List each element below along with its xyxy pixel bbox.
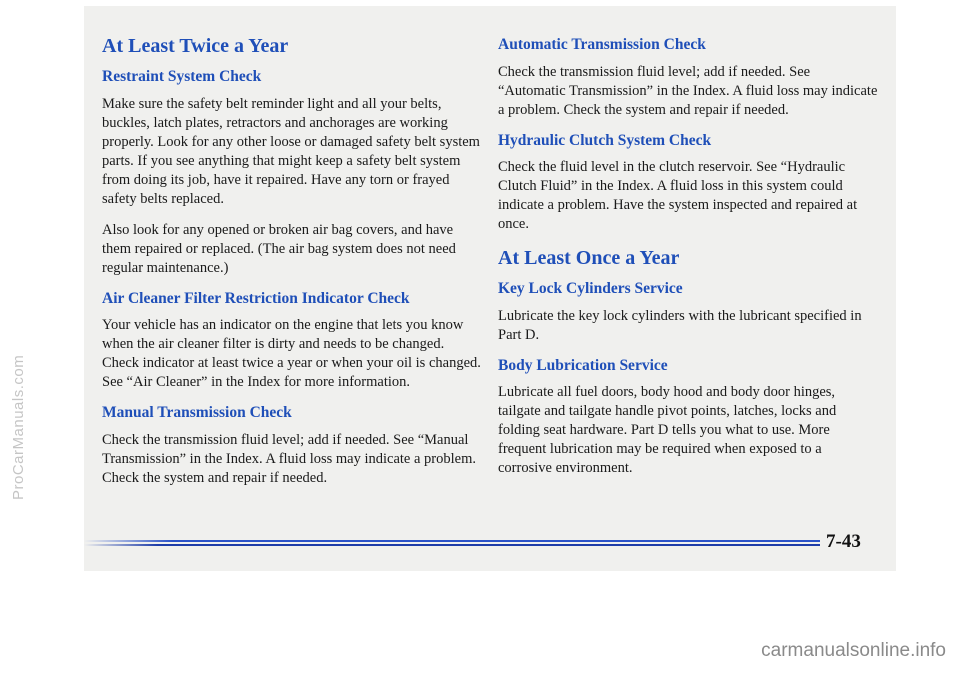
footer-rule-line-top (84, 540, 820, 542)
heading-key-lock-service: Key Lock Cylinders Service (498, 280, 683, 298)
side-watermark: ProCarManuals.com (10, 354, 27, 500)
heading-air-cleaner-check: Air Cleaner Filter Restriction Indicator Check (102, 289, 410, 307)
body-lubrication-paragraph: Lubricate all fuel doors, body hood and body door hinges, tailgate and tailgate handle pivot points, latches, locks and folding seat hardware. Part D tells you what to use. More frequent lubrication may be required when exposed to a corrosive environment. (498, 384, 837, 477)
manual-transmission-paragraph: Check the transmission fluid level; add if needed. See “Manual Transmission” in the Index. A fluid loss may indicate a problem. Check the system and repair if needed. (102, 431, 477, 486)
restraint-paragraph-2: Also look for any opened or broken air bag covers, and have them repaired or replaced. (The air bag system does not need regular maintenance.) (102, 221, 456, 276)
hydraulic-clutch-paragraph: Check the fluid level in the clutch reservoir. See “Hydraulic Clutch Fluid” in the Index. A fluid loss in this system could indicate a problem. Have the system inspected and repaired at once. (498, 159, 858, 233)
heading-restraint-system-check: Restraint System Check (102, 68, 262, 85)
heading-manual-transmission-check: Manual Transmission Check (102, 404, 292, 422)
air-cleaner-paragraph: Your vehicle has an indicator on the engine that lets you know when the air cleaner filter is dirty and needs to be changed. Check indicator at least twice a year or when your oil is changed. See “Air Cleaner” in the Index for more information. (102, 317, 481, 391)
footer-rule (84, 540, 820, 548)
heading-body-lubrication-service: Body Lubrication Service (498, 356, 668, 374)
heading-hydraulic-clutch-check: Hydraulic Clutch System Check (498, 131, 712, 149)
heading-automatic-transmission-check: Automatic Transmission Check (498, 36, 706, 53)
restraint-paragraph-1: Make sure the safety belt reminder light and all your belts, buckles, latch plates, retractors and anchorages are working properly. Look for any other loose or damaged safety belt system parts. If you see anything that might keep a safety belt system from doing its job, have it repaired. Have any torn or frayed safety belts replaced. (102, 95, 480, 207)
manual-page (84, 6, 896, 571)
right-column (498, 36, 878, 490)
section-title-once-a-year: At Least Once a Year (498, 247, 680, 270)
site-footer (0, 640, 960, 662)
section-title-twice-a-year: At Least Twice a Year (102, 35, 289, 57)
site-footer-text[interactable]: carmanualsonline.info (761, 640, 946, 661)
footer-rule-line-bottom (84, 544, 820, 546)
left-column (102, 34, 482, 500)
page-number: 7-43 (826, 531, 861, 552)
automatic-transmission-paragraph: Check the transmission fluid level; add if needed. See “Automatic Transmission” in the Index. A fluid loss may indicate a problem. Check the system and repair if needed. (498, 63, 878, 118)
key-lock-paragraph: Lubricate the key lock cylinders with the lubricant specified in Part D. (498, 307, 862, 343)
